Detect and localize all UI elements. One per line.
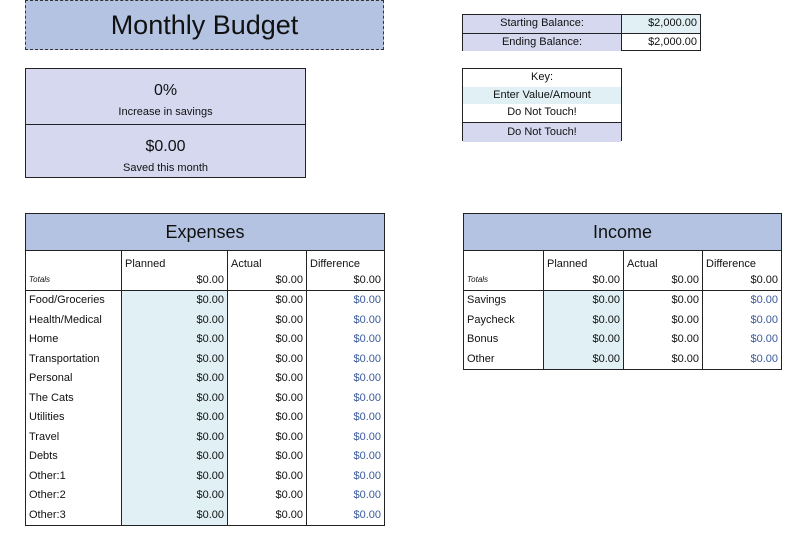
table-row	[464, 349, 782, 369]
balance-box	[462, 14, 701, 51]
savings-summary	[25, 68, 306, 178]
saved-this-month-cell	[26, 124, 305, 180]
table-row	[26, 388, 385, 408]
row-category: Health/Medical	[26, 310, 122, 330]
row-category: Other:1	[26, 466, 122, 486]
row-difference-cell: $0.00	[307, 369, 385, 389]
page-title: Monthly Budget	[25, 0, 384, 50]
column-header-difference: Difference	[703, 251, 782, 271]
table-row	[464, 330, 782, 350]
row-planned-cell[interactable]: $0.00	[122, 369, 228, 389]
row-difference-cell: $0.00	[307, 290, 385, 310]
row-planned-cell[interactable]: $0.00	[544, 330, 624, 350]
ending-balance-value: $2,000.00	[648, 35, 697, 48]
income-table	[463, 213, 782, 370]
row-planned-cell[interactable]: $0.00	[122, 388, 228, 408]
row-difference-cell: $0.00	[703, 290, 782, 310]
row-category: Food/Groceries	[26, 290, 122, 310]
column-header-blank	[464, 251, 544, 271]
row-actual-cell[interactable]: $0.00	[624, 310, 703, 330]
row-category: Other:3	[26, 505, 122, 525]
row-category: Travel	[26, 427, 122, 447]
row-actual-cell[interactable]: $0.00	[624, 349, 703, 369]
expenses-table	[25, 213, 385, 526]
row-actual-cell[interactable]: $0.00	[228, 466, 307, 486]
row-actual-cell[interactable]: $0.00	[228, 330, 307, 350]
ending-balance-label: Ending Balance:	[463, 34, 622, 52]
totals-difference: $0.00	[703, 270, 782, 290]
table-row	[26, 369, 385, 389]
row-difference-cell: $0.00	[307, 408, 385, 428]
key-legend	[462, 68, 622, 141]
column-header-actual: Actual	[228, 251, 307, 271]
row-difference-cell: $0.00	[307, 447, 385, 467]
starting-balance-label: Starting Balance:	[463, 15, 622, 33]
totals-label: Totals	[26, 270, 122, 290]
row-category: Other	[464, 349, 544, 369]
row-planned-cell[interactable]: $0.00	[544, 349, 624, 369]
table-row	[26, 349, 385, 369]
table-row	[26, 408, 385, 428]
row-actual-cell[interactable]: $0.00	[228, 388, 307, 408]
row-planned-cell[interactable]: $0.00	[122, 466, 228, 486]
saved-label: Saved this month	[123, 162, 208, 174]
row-category: Personal	[26, 369, 122, 389]
starting-balance-row	[463, 15, 700, 33]
row-difference-cell: $0.00	[703, 310, 782, 330]
key-do-not-touch-white: Do Not Touch!	[463, 104, 621, 122]
table-row	[464, 290, 782, 310]
saved-value: $0.00	[145, 138, 186, 155]
row-actual-cell[interactable]: $0.00	[228, 310, 307, 330]
key-enter-value: Enter Value/Amount	[463, 87, 621, 105]
totals-actual: $0.00	[228, 270, 307, 290]
row-difference-cell: $0.00	[307, 427, 385, 447]
table-row	[26, 447, 385, 467]
row-difference-cell: $0.00	[703, 349, 782, 369]
row-planned-cell[interactable]: $0.00	[122, 486, 228, 506]
table-row	[26, 466, 385, 486]
key-do-not-touch-lavender: Do Not Touch!	[463, 122, 621, 142]
row-actual-cell[interactable]: $0.00	[228, 447, 307, 467]
row-actual-cell[interactable]: $0.00	[228, 290, 307, 310]
row-category: Home	[26, 330, 122, 350]
row-difference-cell: $0.00	[307, 349, 385, 369]
table-row	[26, 505, 385, 525]
row-category: Utilities	[26, 408, 122, 428]
key-heading: Key:	[530, 71, 553, 83]
row-difference-cell: $0.00	[307, 330, 385, 350]
row-planned-cell[interactable]: $0.00	[122, 505, 228, 525]
table-row	[464, 310, 782, 330]
income-title: Income	[464, 214, 782, 251]
row-difference-cell: $0.00	[307, 486, 385, 506]
row-planned-cell[interactable]: $0.00	[122, 427, 228, 447]
row-actual-cell[interactable]: $0.00	[228, 427, 307, 447]
totals-difference: $0.00	[307, 270, 385, 290]
table-row	[26, 310, 385, 330]
row-planned-cell[interactable]: $0.00	[122, 290, 228, 310]
totals-label: Totals	[464, 270, 544, 290]
row-planned-cell[interactable]: $0.00	[122, 310, 228, 330]
column-header-planned: Planned	[544, 251, 624, 271]
row-actual-cell[interactable]: $0.00	[228, 349, 307, 369]
row-actual-cell[interactable]: $0.00	[228, 486, 307, 506]
increase-label: Increase in savings	[118, 106, 213, 118]
row-planned-cell[interactable]: $0.00	[544, 310, 624, 330]
totals-planned: $0.00	[122, 270, 228, 290]
row-planned-cell[interactable]: $0.00	[122, 408, 228, 428]
increase-in-savings-cell	[26, 69, 305, 124]
column-header-planned: Planned	[122, 251, 228, 271]
row-category: Debts	[26, 447, 122, 467]
table-row	[26, 427, 385, 447]
row-difference-cell: $0.00	[307, 388, 385, 408]
expenses-title: Expenses	[26, 214, 385, 251]
increase-value: 0%	[153, 82, 178, 99]
row-category: Transportation	[26, 349, 122, 369]
row-difference-cell: $0.00	[703, 330, 782, 350]
row-category: Other:2	[26, 486, 122, 506]
totals-planned: $0.00	[544, 270, 624, 290]
row-planned-cell[interactable]: $0.00	[122, 349, 228, 369]
starting-balance-value[interactable]: $2,000.00	[622, 15, 700, 33]
row-actual-cell[interactable]: $0.00	[228, 408, 307, 428]
row-category: Bonus	[464, 330, 544, 350]
row-actual-cell[interactable]: $0.00	[624, 330, 703, 350]
income-totals-row	[464, 270, 782, 290]
row-category: Savings	[464, 290, 544, 310]
row-planned-cell[interactable]: $0.00	[122, 447, 228, 467]
column-header-difference: Difference	[307, 251, 385, 271]
row-actual-cell[interactable]: $0.00	[228, 369, 307, 389]
ending-balance-row	[463, 33, 700, 52]
row-difference-cell: $0.00	[307, 310, 385, 330]
table-row	[26, 330, 385, 350]
expenses-totals-row	[26, 270, 385, 290]
row-actual-cell[interactable]: $0.00	[624, 290, 703, 310]
row-category: Paycheck	[464, 310, 544, 330]
column-header-blank	[26, 251, 122, 271]
row-planned-cell[interactable]: $0.00	[122, 330, 228, 350]
row-category: The Cats	[26, 388, 122, 408]
row-difference-cell: $0.00	[307, 505, 385, 525]
table-row	[26, 290, 385, 310]
row-planned-cell[interactable]: $0.00	[544, 290, 624, 310]
totals-actual: $0.00	[624, 270, 703, 290]
row-actual-cell[interactable]: $0.00	[228, 505, 307, 525]
row-difference-cell: $0.00	[307, 466, 385, 486]
column-header-actual: Actual	[624, 251, 703, 271]
table-row	[26, 486, 385, 506]
